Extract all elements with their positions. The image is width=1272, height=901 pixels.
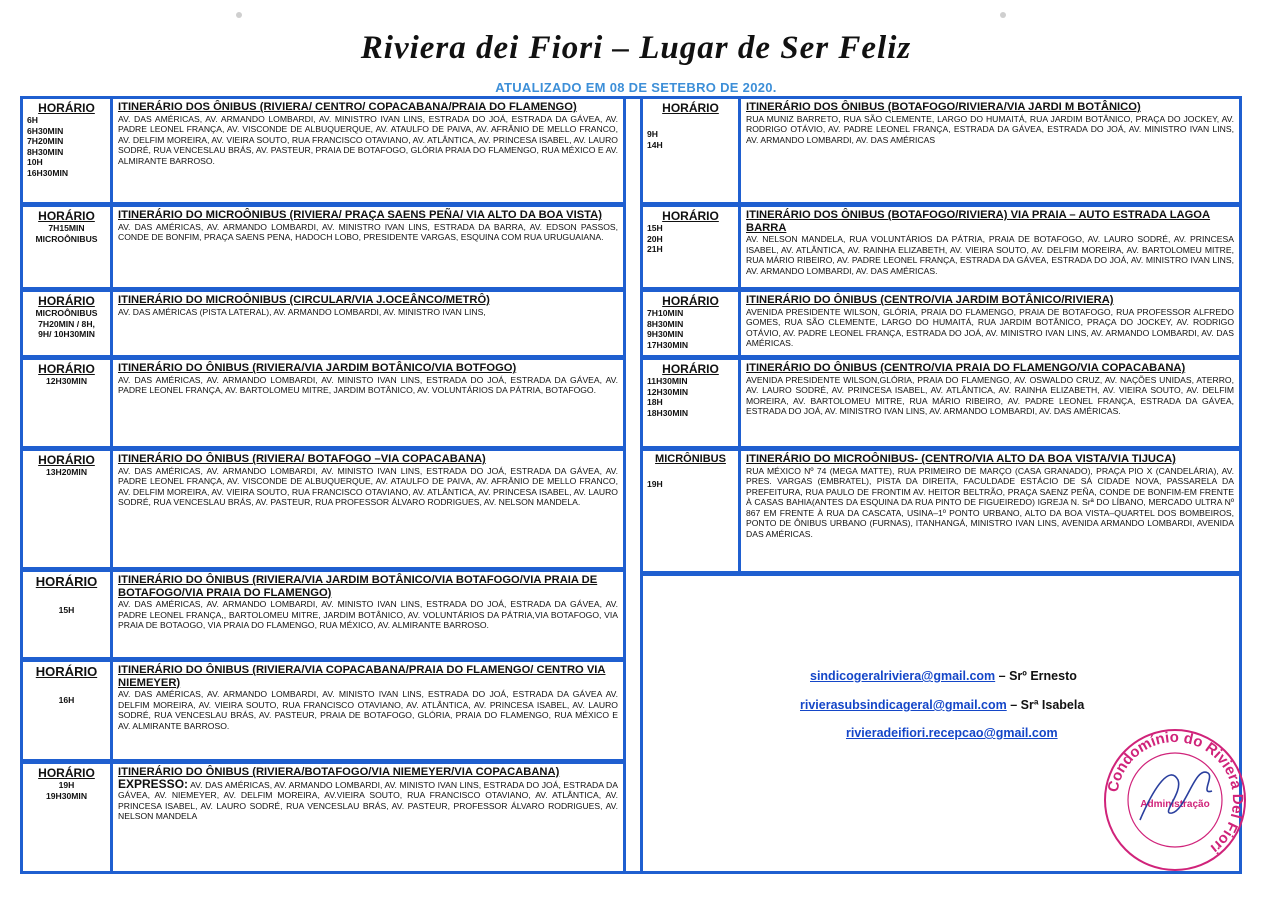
horario-label: HORÁRIO bbox=[38, 766, 95, 780]
schedule-cell bbox=[23, 764, 110, 871]
administration-stamp bbox=[1100, 725, 1250, 875]
horario-label: HORÁRIO bbox=[38, 209, 95, 223]
route-title: ITINERÁRIO DO ÔNIBUS (CENTRO/VIA PRAIA DO FLAMENGO/VIA COPACABANA) bbox=[746, 362, 1186, 374]
signature bbox=[1140, 772, 1212, 820]
horario-label: HORÁRIO bbox=[662, 294, 719, 308]
stamp-ring-text: Condomínio do Riviera Del Fiori bbox=[1104, 728, 1247, 857]
right-row-1 bbox=[640, 96, 1242, 205]
route-cell bbox=[110, 360, 623, 446]
schedule-cell bbox=[23, 451, 110, 567]
schedule-cell bbox=[23, 292, 110, 355]
departure-times: 15H 20H 21H bbox=[647, 223, 663, 254]
departure-times: MICROÔNIBUS 7H20MIN / 8H, 9H/ 10H30MIN bbox=[35, 308, 98, 339]
schedule-cell bbox=[643, 292, 738, 355]
departure-times: 7H10MIN 8H30MIN 9H30MIN 17H30MIN bbox=[647, 308, 689, 350]
schedule-cell bbox=[23, 99, 110, 202]
route-cell bbox=[110, 764, 623, 871]
schedule-cell bbox=[23, 572, 110, 657]
left-row-7 bbox=[20, 659, 626, 762]
route-title: ITINERÁRIO DO ÔNIBUS (RIVIERA/VIA JARDIM BOTÂNICO/VIA BOTAFOGO/VIA PRAIA DE BOTAFOGO/VIA PRAIA DO FLAMENGO) bbox=[118, 574, 598, 599]
left-row-2 bbox=[20, 204, 626, 290]
horario-label: HORÁRIO bbox=[35, 664, 98, 679]
route-title: ITINERÁRIO DOS ÔNIBUS (RIVIERA/ CENTRO/ COPACABANA/PRAIA DO FLAMENGO) bbox=[118, 101, 577, 113]
right-row-2 bbox=[640, 204, 1242, 290]
route-text: AV. NELSON MANDELA, RUA VOLUNTÁRIOS DA PÁTRIA, PRAIA DE BOTAFOGO, AV. LAURO SODRÉ, AV. PRINCESA ISABEL, AV. ATLÂNTICA, AV. RAINHA ELIZABETH, AV. VIEIRA SOUTO, AV. DELFIM MOREIRA, AV. BARTOLOMEU MITRE, RUA MÁRIO RIBEIRO, AV. PADRE LEONEL FRANÇA, ESTRADA DA GÁVEA, ESTRADA DO JOÁ, AV. MINISTRO IVAN LINS, AV. ARMANDO LOMBARDI, AV. DAS AMÉRICAS. bbox=[746, 234, 1234, 276]
left-row-4 bbox=[20, 357, 626, 449]
horario-label: HORÁRIO bbox=[662, 101, 719, 115]
route-cell bbox=[110, 99, 623, 202]
departure-times: 11H30MIN 12H30MIN 18H 18H30MIN bbox=[647, 376, 689, 418]
horario-label: HORÁRIO bbox=[38, 294, 95, 308]
departure-times: 7H15MIN MICROÔNIBUS bbox=[35, 223, 98, 244]
route-text: AV. DAS AMÉRICAS (PISTA LATERAL), AV. ARMANDO LOMBARDI, AV. MINISTRO IVAN LINS, bbox=[118, 306, 486, 317]
email-link[interactable]: sindicogeralriviera@gmail.com bbox=[810, 669, 996, 683]
horario-label: HORÁRIO bbox=[35, 574, 98, 589]
route-title: ITINERÁRIO DOS ÔNIBUS (BOTAFOGO/RIVIERA/VIA JARDI M BOTÂNICO) bbox=[746, 101, 1141, 113]
right-row-4 bbox=[640, 357, 1242, 449]
route-text: AVENIDA PRESIDENTE WILSON,GLÓRIA, PRAIA DO FLAMENGO, AV. OSWALDO CRUZ, AV. NAÇÕES UNIDAS, ATERRO, AV. LAURO SODRÉ, AV. PRINCESA ISABEL, AV. ATLÂNTICA, AV. RAINHA ELIZABETH, AV. VIEIRA SOUTO, AV. DELFIM MOREIRA, AV. BARTOLOMEU MITRE, RUA MÁRIO RIBEIRO, AV. PADRE LEONEL FRANÇA, ESTRADA DA GÁVEA, ESTRADA DO JOÁ, AV. MINISTRO IVAN LINS, AV. ARMANDO LOMBARDI, AV. DAS AMÉRICAS. bbox=[746, 374, 1234, 416]
route-cell bbox=[110, 451, 623, 567]
horario-label: HORÁRIO bbox=[38, 101, 95, 115]
route-title: ITINERÁRIO DO ÔNIBUS (RIVIERA/ BOTAFOGO –VIA COPACABANA) bbox=[118, 453, 486, 465]
departure-times: 19H bbox=[647, 479, 663, 489]
route-text: AVENIDA PRESIDENTE WILSON, GLÓRIA, PRAIA DO FLAMENGO, PRAIA DE BOTAFOGO, RUA PROFESSOR ALFREDO GOMES, RUA SÃO CLEMENTE, LARGO DO HUMAITÁ, RUA JARDIM BOTÂNICO, PRAÇA DO JOCKEY, AV. RODRIGO OTÁVIO, AV. PADRE LEONEL FRANÇA, ESTRADA DO JOÁ, AV. MINISTRO IVAN LINS, AV. ARMANDO LOMBARDI, AV. DAS AMÉRICAS. bbox=[746, 306, 1234, 348]
schedule-cell bbox=[643, 451, 738, 571]
microonibus-label: MICRÔNIBUS bbox=[655, 453, 726, 465]
route-cell bbox=[738, 451, 1239, 571]
route-text: RUA MUNIZ BARRETO, RUA SÃO CLEMENTE, LARGO DO HUMAITÁ, RUA JARDIM BOTÂNICO, PRAÇA DO JOCKEY, AV. RODRIGO OTÁVIO, AV. PADRE LEONEL FRANÇA, ESTRADA DA GÁVEA, ESTRADA DO JOÁ, AV. MINISTRO IVAN LINS, AV. ARMANDO LOMBARDI, AV. DAS AMÉRICAS bbox=[746, 113, 1234, 145]
route-title: ITINERÁRIO DO ÔNIBUS (RIVIERA/VIA COPACABANA/PRAIA DO FLAMENGO/ CENTRO VIA NIEMEYER) bbox=[118, 664, 606, 689]
schedule-cell bbox=[23, 662, 110, 759]
horario-label: HORÁRIO bbox=[38, 453, 95, 467]
schedule-cell bbox=[643, 207, 738, 287]
route-text: RUA MÉXICO Nº 74 (MEGA MATTE), RUA PRIMEIRO DE MARÇO (CASA GRANADO), PRAÇA PIO X (CANDELÁRIA), AV. PRES. VARGAS (EMBRATEL), PISTA DA DIREITA, FACULDADE ESTÁCIO DE SÁ CIDADE NOVA, PASSARELA DA PREFEITURA, RUA PAULO DE FRONTIM AV. HEITOR BELTRÃO, PRAÇA SAENZ PEÑA, CONDE DE BONFIM-EM FRENTE À CASAS BAHIA(ANTES DA ESQUINA DA RUA PINTO DE FIGUEIREDO) IGREJA N. Srª DO LÍBANO, MERCADO ULTRA Nº 867 EM FRENTE À RUA DA CASCATA, USINA–1º PONTO URBANO, ALTO DA BOA VISTA–QUARTEL DOS BOMBEIROS, PONTO DE ÔNIBUS URBANO (FURNAS), ITANHANGÁ, MINISTRO IVAN LINS, AVENIDA ARMANDO LOMBARDI, AVENIDA DAS AMÉRICAS. bbox=[746, 465, 1234, 539]
contact-3 bbox=[846, 726, 1058, 740]
horario-label: HORÁRIO bbox=[662, 362, 719, 376]
route-text: AV. DAS AMÉRICAS, AV. ARMANDO LOMBARDI, AV. MINISTO IVAN LINS, ESTRADA DO JOÁ, ESTRADA DA GÁVEA, AV. PADRE LEONEL FRANÇA,, BARTOLOMEU MITRE, JARDIM BOTÂNICO, AV. VOLUNTÁRIOS DA PÁTRIA,VIA BOTAFOGO, VIA PRAIA DE BOTAOGO, VIA PRAIA DO FLAMENGO, RUA MÉXICO, AV. ALMIRANTE BARROSO. bbox=[118, 599, 618, 630]
route-cell bbox=[738, 360, 1239, 446]
schedule-cell bbox=[23, 207, 110, 287]
route-cell bbox=[110, 662, 623, 759]
departure-times: 6H 6H30MIN 7H20MIN 8H30MIN 10H 16H30MIN bbox=[27, 115, 69, 178]
departure-times: 19H 19H30MIN bbox=[45, 780, 88, 801]
punch-hole bbox=[1000, 12, 1006, 18]
schedule-cell bbox=[643, 99, 738, 202]
route-text-body: AV. DAS AMÉRICAS, AV. ARMANDO LOMBARDI, AV. MINISTO IVAN LINS, ESTRADA DO JOÁ, ESTRADA DA GÁVEA, AV. NIEMEYER, AV. DELFIM MOREIRA, AV.VIEIRA SOUTO, RUA FRANCISCO OTAVIANO, AV. ATLÂNTICA, AV. PRINCESA ISABEL, AV. LAURO SODRÉ, RUA VENCESLAU BRÁS, AV. PASTEUR, PROFESSOR ÁLVARO RODRIGUES, AV. NELSON MANDELA bbox=[118, 779, 618, 821]
left-row-5 bbox=[20, 448, 626, 570]
route-title: ITINERÁRIO DO MICROÔNIBUS (CIRCULAR/VIA J.OCEÂNCO/METRÔ) bbox=[118, 294, 490, 306]
contact-1 bbox=[810, 669, 1077, 683]
route-cell bbox=[110, 292, 623, 355]
contact-person: – Srª Isabela bbox=[1006, 698, 1085, 712]
route-text: AV. DAS AMÉRICAS, AV. ARMANDO LOMBARDI, AV. MINISTO IVAN LINS, ESTRADA DO JOÁ, ESTRADA DA GÁVEA AV. DELFIM MOREIRA, AV. VIEIRA SOUTO, RUA FRANCISCO OTAVIANO, AV. ATLÂNTICA, AV. PRINCESA ISABEL, AV. LAURO SODRÉ, RUA VENCESLAU BRÁS, AV. PASTEUR, PRAIA DE BOTAFOGO, GLÓRIA, PRAIA DO FLAMENGO, RUA MÉXICO E AV. ALMIRANTE BARROSO. bbox=[118, 689, 618, 731]
route-title: ITINERÁRIO DO ÔNIBUS (RIVIERA/VIA JARDIM BOTÂNICO/VIA BOTFOGO) bbox=[118, 362, 517, 374]
contact-person: – Srº Ernesto bbox=[995, 669, 1077, 683]
left-row-6 bbox=[20, 569, 626, 660]
route-title: ITINERÁRIO DO ÔNIBUS (CENTRO/VIA JARDIM BOTÂNICO/RIVIERA) bbox=[746, 294, 1114, 306]
route-text: AV. DAS AMÉRICAS, AV. ARMANDO LOMBARDI, AV. MINISTRO IVAN LINS, ESTRADA DA BARRA, AV. EDSON PASSOS, CONDE DE BONFIM, PRAÇA SAENS PENA, HADOCH LOBO, PRESIDENTE VARGAS, ESQUINA COM RUA URUGUAIANA. bbox=[118, 221, 618, 242]
departure-times: 15H bbox=[58, 605, 75, 615]
left-row-8 bbox=[20, 761, 626, 874]
route-cell bbox=[738, 207, 1239, 287]
route-cell bbox=[110, 572, 623, 657]
departure-times: 16H bbox=[58, 695, 75, 705]
schedule-cell bbox=[23, 360, 110, 446]
right-row-3 bbox=[640, 289, 1242, 358]
stamp-center-text: Administração bbox=[1140, 799, 1210, 810]
route-title: ITINERÁRIO DO MICROÔNIBUS (RIVIERA/ PRAÇA SAENS PEÑA/ VIA ALTO DA BOA VISTA) bbox=[118, 209, 602, 221]
express-label: EXPRESSO: bbox=[118, 776, 189, 791]
route-text: AV. DAS AMÉRICAS, AV. ARMANDO LOMBARDI, AV. MINISTO IVAN LINS, ESTRADA DO JOÁ, ESTRADA DA GÁVEA, AV. PADRE LEONEL FRANÇA, AV. VISCONDE DE ALBUQUERQUE, AV. ATAULFO DE PAIVA, AV. AFRÂNIO DE MELLO FRANCO, AV. DELFIM MOREIRA, AV. VIEIRA SOUTO, RUA FRANCISCO OTAVIANO, AV. ATLÂNTICA, AV. PRINCESA ISABEL, AV. LAURO SODRÉ, RUA VENCESLAU BRÁS, AV. PASTEUR, RUA PROFESSOR ÁLVARO RODRIGUES, AV. NELSON MANDELA. bbox=[118, 465, 618, 507]
route-cell bbox=[738, 292, 1239, 355]
right-row-5 bbox=[640, 448, 1242, 574]
punch-hole bbox=[236, 12, 242, 18]
schedule-cell bbox=[643, 360, 738, 446]
contact-2 bbox=[800, 698, 1084, 712]
route-cell bbox=[738, 99, 1239, 202]
route-text: AV. DAS AMÉRICAS, AV. ARMANDO LOMBARDI, AV. MINISTRO IVAN LINS, ESTRADA DO JOÁ, ESTRADA DA GÁVEA, AV. PADRE LEONEL FRANÇA, AV. VISCONDE DE ALBUQUERQUE, AV. ATAULFO DE PAIVA, AV. AFRÂNIO DE MELLO FRANCO, AV. DELFIM MOREIRA, AV. VIEIRA SOUTO, RUA FRANCISCO OTAVIANO, AV. ATLÂNTICA, AV. PRINCESA ISABEL, AV. LAURO SODRÉ, RUA VENCESLAU BRÁS, AV. PASTEUR, PRAIA DE BOTAFOGO, GLÓRIA PRAIA DO FLAMENGO, RUA MÉXICO E AV. ALMIRANTE BARROSO. bbox=[118, 113, 618, 166]
updated-date: ATUALIZADO EM 08 DE SETEBRO DE 2020. bbox=[495, 80, 777, 95]
email-link[interactable]: rivieradeifiori.recepcao@gmail.com bbox=[846, 726, 1058, 740]
page-title: Riviera dei Fiori – Lugar de Ser Feliz bbox=[360, 30, 912, 66]
horario-label: HORÁRIO bbox=[662, 209, 719, 223]
left-row-3 bbox=[20, 289, 626, 358]
route-text bbox=[118, 776, 618, 822]
route-title: ITINERÁRIO DO ÔNIBUS (RIVIERA/BOTAFOGO/VIA NIEMEYER/VIA COPACABANA) bbox=[118, 766, 560, 778]
email-link[interactable]: rivierasubsindicageral@gmail.com bbox=[800, 698, 1007, 712]
departure-times: 13H20MIN bbox=[45, 467, 88, 477]
route-title: ITINERÁRIO DO MICROÔNIBUS- (CENTRO/VIA ALTO DA BOA VISTA/VIA TIJUCA) bbox=[746, 453, 1176, 465]
horario-label: HORÁRIO bbox=[38, 362, 95, 376]
route-title: ITINERÁRIO DOS ÔNIBUS (BOTAFOGO/RIVIERA) VIA PRAIA – AUTO ESTRADA LAGOA BARRA bbox=[746, 209, 1211, 234]
route-cell bbox=[110, 207, 623, 287]
departure-times: 9H 14H bbox=[647, 129, 663, 150]
left-row-1 bbox=[20, 96, 626, 205]
departure-times: 12H30MIN bbox=[45, 376, 88, 386]
route-text: AV. DAS AMÉRICAS, AV. ARMANDO LOMBARDI, AV. MINISTO IVAN LINS, ESTRADA DO JOÁ, ESTRADA DA GÁVEA, AV. PADRE LEONEL FRANÇA, AV. BARTOLOMEU MITRE, JARDIM BOTÂNICO, AV. VOLUNTÁRIOS DA PÁTRIA, BOTAFOGO. bbox=[118, 374, 618, 395]
